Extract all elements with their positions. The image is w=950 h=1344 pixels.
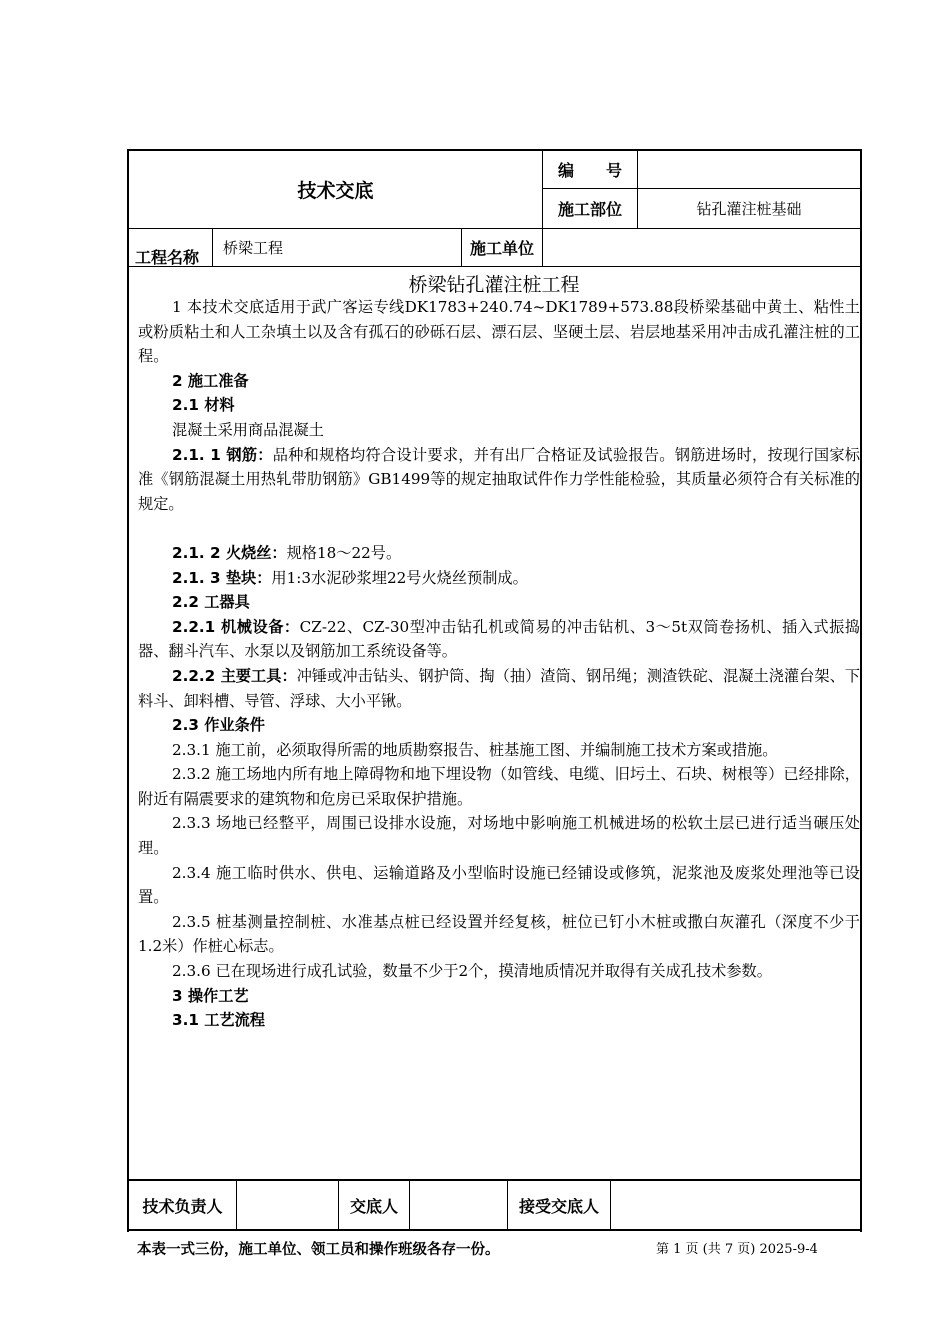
- document-title: 桥梁钻孔灌注桩工程: [408, 274, 580, 296]
- footer-note: 本表一式三份，施工单位、领工员和操作班级各存一份。: [137, 1242, 500, 1258]
- paragraph-heading: 2.2 工器具: [172, 593, 250, 612]
- body-paragraph: [138, 295, 860, 369]
- body-paragraph: [138, 713, 860, 738]
- page-info: 第 1 页 (共 7 页) 2025-9-4: [656, 1242, 818, 1257]
- paragraph-text: CZ-22、CZ-30型冲击钻孔机或简易的冲击钻机、3～5t双筒卷扬机、插入式振捣器、翻斗汽车、水泵以及钢筋加工系统设备等。: [138, 617, 860, 661]
- paragraph-text: 2.3.5 桩基测量控制桩、水准基点桩已经设置并经复核，桩位已钉小木桩或撒白灰灌孔（深度不少于1.2米）作桩心标志。: [138, 912, 860, 956]
- body-paragraph: [138, 516, 860, 541]
- body-paragraph: [138, 615, 860, 664]
- body-paragraph: [138, 910, 860, 959]
- project-value: 桥梁工程: [223, 239, 284, 257]
- paragraph-heading: 2.1. 2 火烧丝：: [172, 543, 287, 562]
- paragraph-text: 2.3.4 施工临时供水、供电、运输道路及小型临时设施已经铺设或修筑，泥浆池及废浆处理池等已设置。: [138, 863, 860, 907]
- receiver-value[interactable]: [611, 1182, 860, 1229]
- frame-right-border: [860, 149, 862, 1232]
- unit-label: 施工单位: [469, 239, 534, 258]
- body-paragraph: [138, 664, 860, 713]
- body-paragraph: [138, 393, 860, 418]
- paragraph-text: 规格18～22号。: [286, 543, 402, 562]
- receiver-label: 接受交底人: [518, 1197, 599, 1216]
- body-paragraph: [138, 418, 860, 443]
- paragraph-text: 冲锤或冲击钻头、钢护筒、掏（抽）渣筒、钢吊绳；测渣铁砣、混凝土浇灌台架、下料斗、卸料槽、导管、浮球、大小平锹。: [138, 666, 861, 710]
- paragraph-text: 2.3.2 施工场地内所有地上障碍物和地下埋设物（如管线、电缆、旧圬土、石块、树根等）已经排除，附近有隔震要求的建筑物和危房已采取保护措施。: [138, 765, 860, 808]
- body-paragraph: [138, 738, 860, 763]
- body-paragraph: [138, 762, 860, 811]
- project-label: 工程名称: [135, 247, 200, 267]
- body-paragraph: [138, 566, 860, 591]
- tech-lead-label: 技术负责人: [142, 1197, 223, 1216]
- body-paragraph: [138, 811, 860, 860]
- form-title: 技术交底: [297, 179, 374, 202]
- body-paragraph: [138, 369, 860, 394]
- discloser-value[interactable]: [410, 1182, 507, 1229]
- paragraph-heading: 2.1. 1 钢筋：: [172, 445, 273, 464]
- body-paragraph: [138, 443, 860, 517]
- frame-left-border-body: [127, 267, 129, 1232]
- paragraph-text: 2.3.3 场地已经整平，周围已设排水设施，对场地中影响施工机械进场的松软土层已进行适当碾压处理。: [138, 814, 860, 858]
- paragraph-heading: 2.3 作业条件: [172, 716, 265, 735]
- unit-value: [543, 229, 860, 266]
- paragraph-text: 品种和规格均符合设计要求，并有出厂合格证及试验报告。钢筋进场时，按现行国家标准《钢筋混凝土用热轧带肋钢筋》GB1499等的规定抽取试件作力学性能检验，其质量必须符合有关标准的规定。: [138, 445, 860, 513]
- paragraph-text: 1 本技术交底适用于武广客运专线DK1783+240.74~DK1789+573.88段桥梁基础中黄土、粘性土或粉质粘土和人工杂填土以及含有孤石的砂砾石层、漂石层、坚硬土层、岩层地基采用冲击成孔灌注桩的工程。: [138, 298, 860, 366]
- signature-top-line: [127, 1179, 862, 1181]
- location-value: 钻孔灌注桩基础: [696, 200, 802, 218]
- project-bottom-line: [127, 266, 861, 267]
- paragraph-heading: 3 操作工艺: [172, 986, 249, 1005]
- paragraph-heading: 3.1 工艺流程: [172, 1011, 265, 1030]
- number-label: 编 号: [557, 160, 622, 180]
- paragraph-text: 混凝土采用商品混凝土: [172, 420, 324, 439]
- body-paragraph: [138, 959, 860, 984]
- body-paragraph: [138, 541, 860, 566]
- tech-lead-value[interactable]: [237, 1182, 338, 1229]
- paragraph-text: 用1:3水泥砂浆埋22号火烧丝预制成。: [271, 568, 528, 587]
- signature-bottom-line: [127, 1229, 862, 1231]
- body-paragraph: [138, 1008, 860, 1033]
- body-paragraph: [138, 984, 860, 1009]
- location-label: 施工部位: [557, 200, 622, 219]
- body-paragraph: [138, 590, 860, 615]
- paragraph-heading: 2.2.1 机械设备：: [172, 617, 300, 636]
- body-paragraph: [138, 861, 860, 910]
- discloser-label: 交底人: [349, 1197, 398, 1216]
- paragraph-heading: 2.1 材料: [172, 396, 235, 415]
- paragraph-heading: 2.1. 3 垫块：: [172, 568, 272, 587]
- paragraph-text: 2.3.1 施工前，必须取得所需的地质勘察报告、桩基施工图、并编制施工技术方案或措施。: [172, 740, 778, 759]
- number-value: [638, 150, 860, 188]
- project-divider-1: [212, 228, 213, 267]
- paragraph-heading: 2 施工准备: [172, 371, 249, 390]
- paragraph-heading: 2.2.2 主要工具：: [172, 666, 297, 685]
- paragraph-text: 2.3.6 已在现场进行成孔试验，数量不少于2个，摸清地质情况并取得有关成孔技术参数。: [172, 962, 772, 981]
- document-body: [138, 295, 860, 1033]
